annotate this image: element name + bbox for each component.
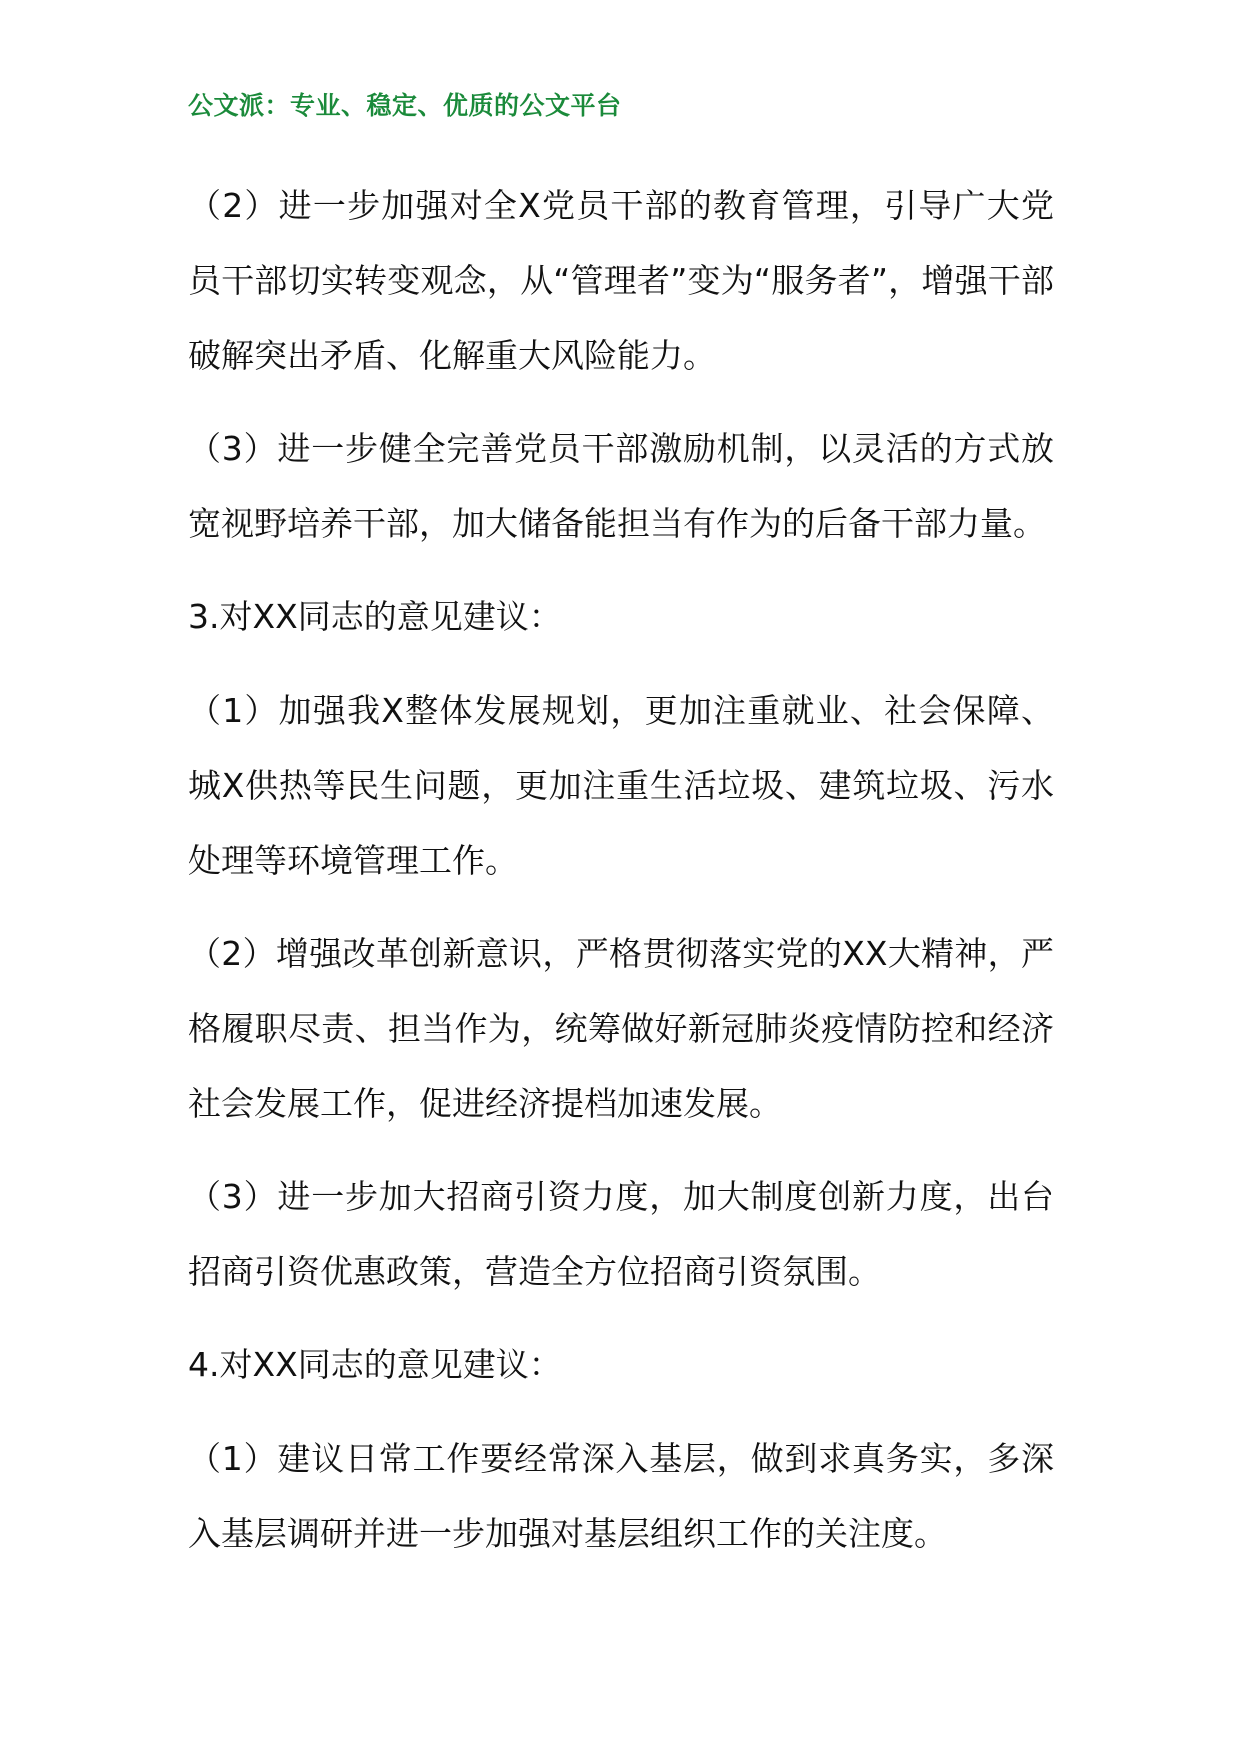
platform-header: 公文派：专业、稳定、优质的公文平台	[188, 91, 622, 120]
section-4-heading: 4.对XX同志的意见建议：	[188, 1345, 562, 1384]
document-body	[188, 168, 1054, 1589]
section-3-heading: 3.对XX同志的意见建议：	[188, 597, 562, 636]
paragraph-2-item-3: （3）进一步健全完善党员干部激励机制，以灵活的方式放宽视野培养干部，加大储备能担当有作为的后备干部力量。	[188, 429, 1054, 543]
paragraph-3-item-1: （1）加强我X整体发展规划，更加注重就业、社会保障、城X供热等民生问题，更加注重生活垃圾、建筑垃圾、污水处理等环境管理工作。	[188, 691, 1054, 880]
paragraph-2-item-2: （2）进一步加强对全X党员干部的教育管理，引导广大党员干部切实转变观念，从“管理者”变为“服务者”，增强干部破解突出矛盾、化解重大风险能力。	[188, 186, 1054, 375]
paragraph-3-item-2: （2）增强改革创新意识，严格贯彻落实党的XX大精神，严格履职尽责、担当作为，统筹做好新冠肺炎疫情防控和经济社会发展工作，促进经济提档加速发展。	[188, 934, 1054, 1123]
paragraph-4-item-1: （1）建议日常工作要经常深入基层，做到求真务实，多深入基层调研并进一步加强对基层组织工作的关注度。	[188, 1439, 1054, 1553]
paragraph-3-item-3: （3）进一步加大招商引资力度，加大制度创新力度，出台招商引资优惠政策，营造全方位招商引资氛围。	[188, 1177, 1054, 1291]
